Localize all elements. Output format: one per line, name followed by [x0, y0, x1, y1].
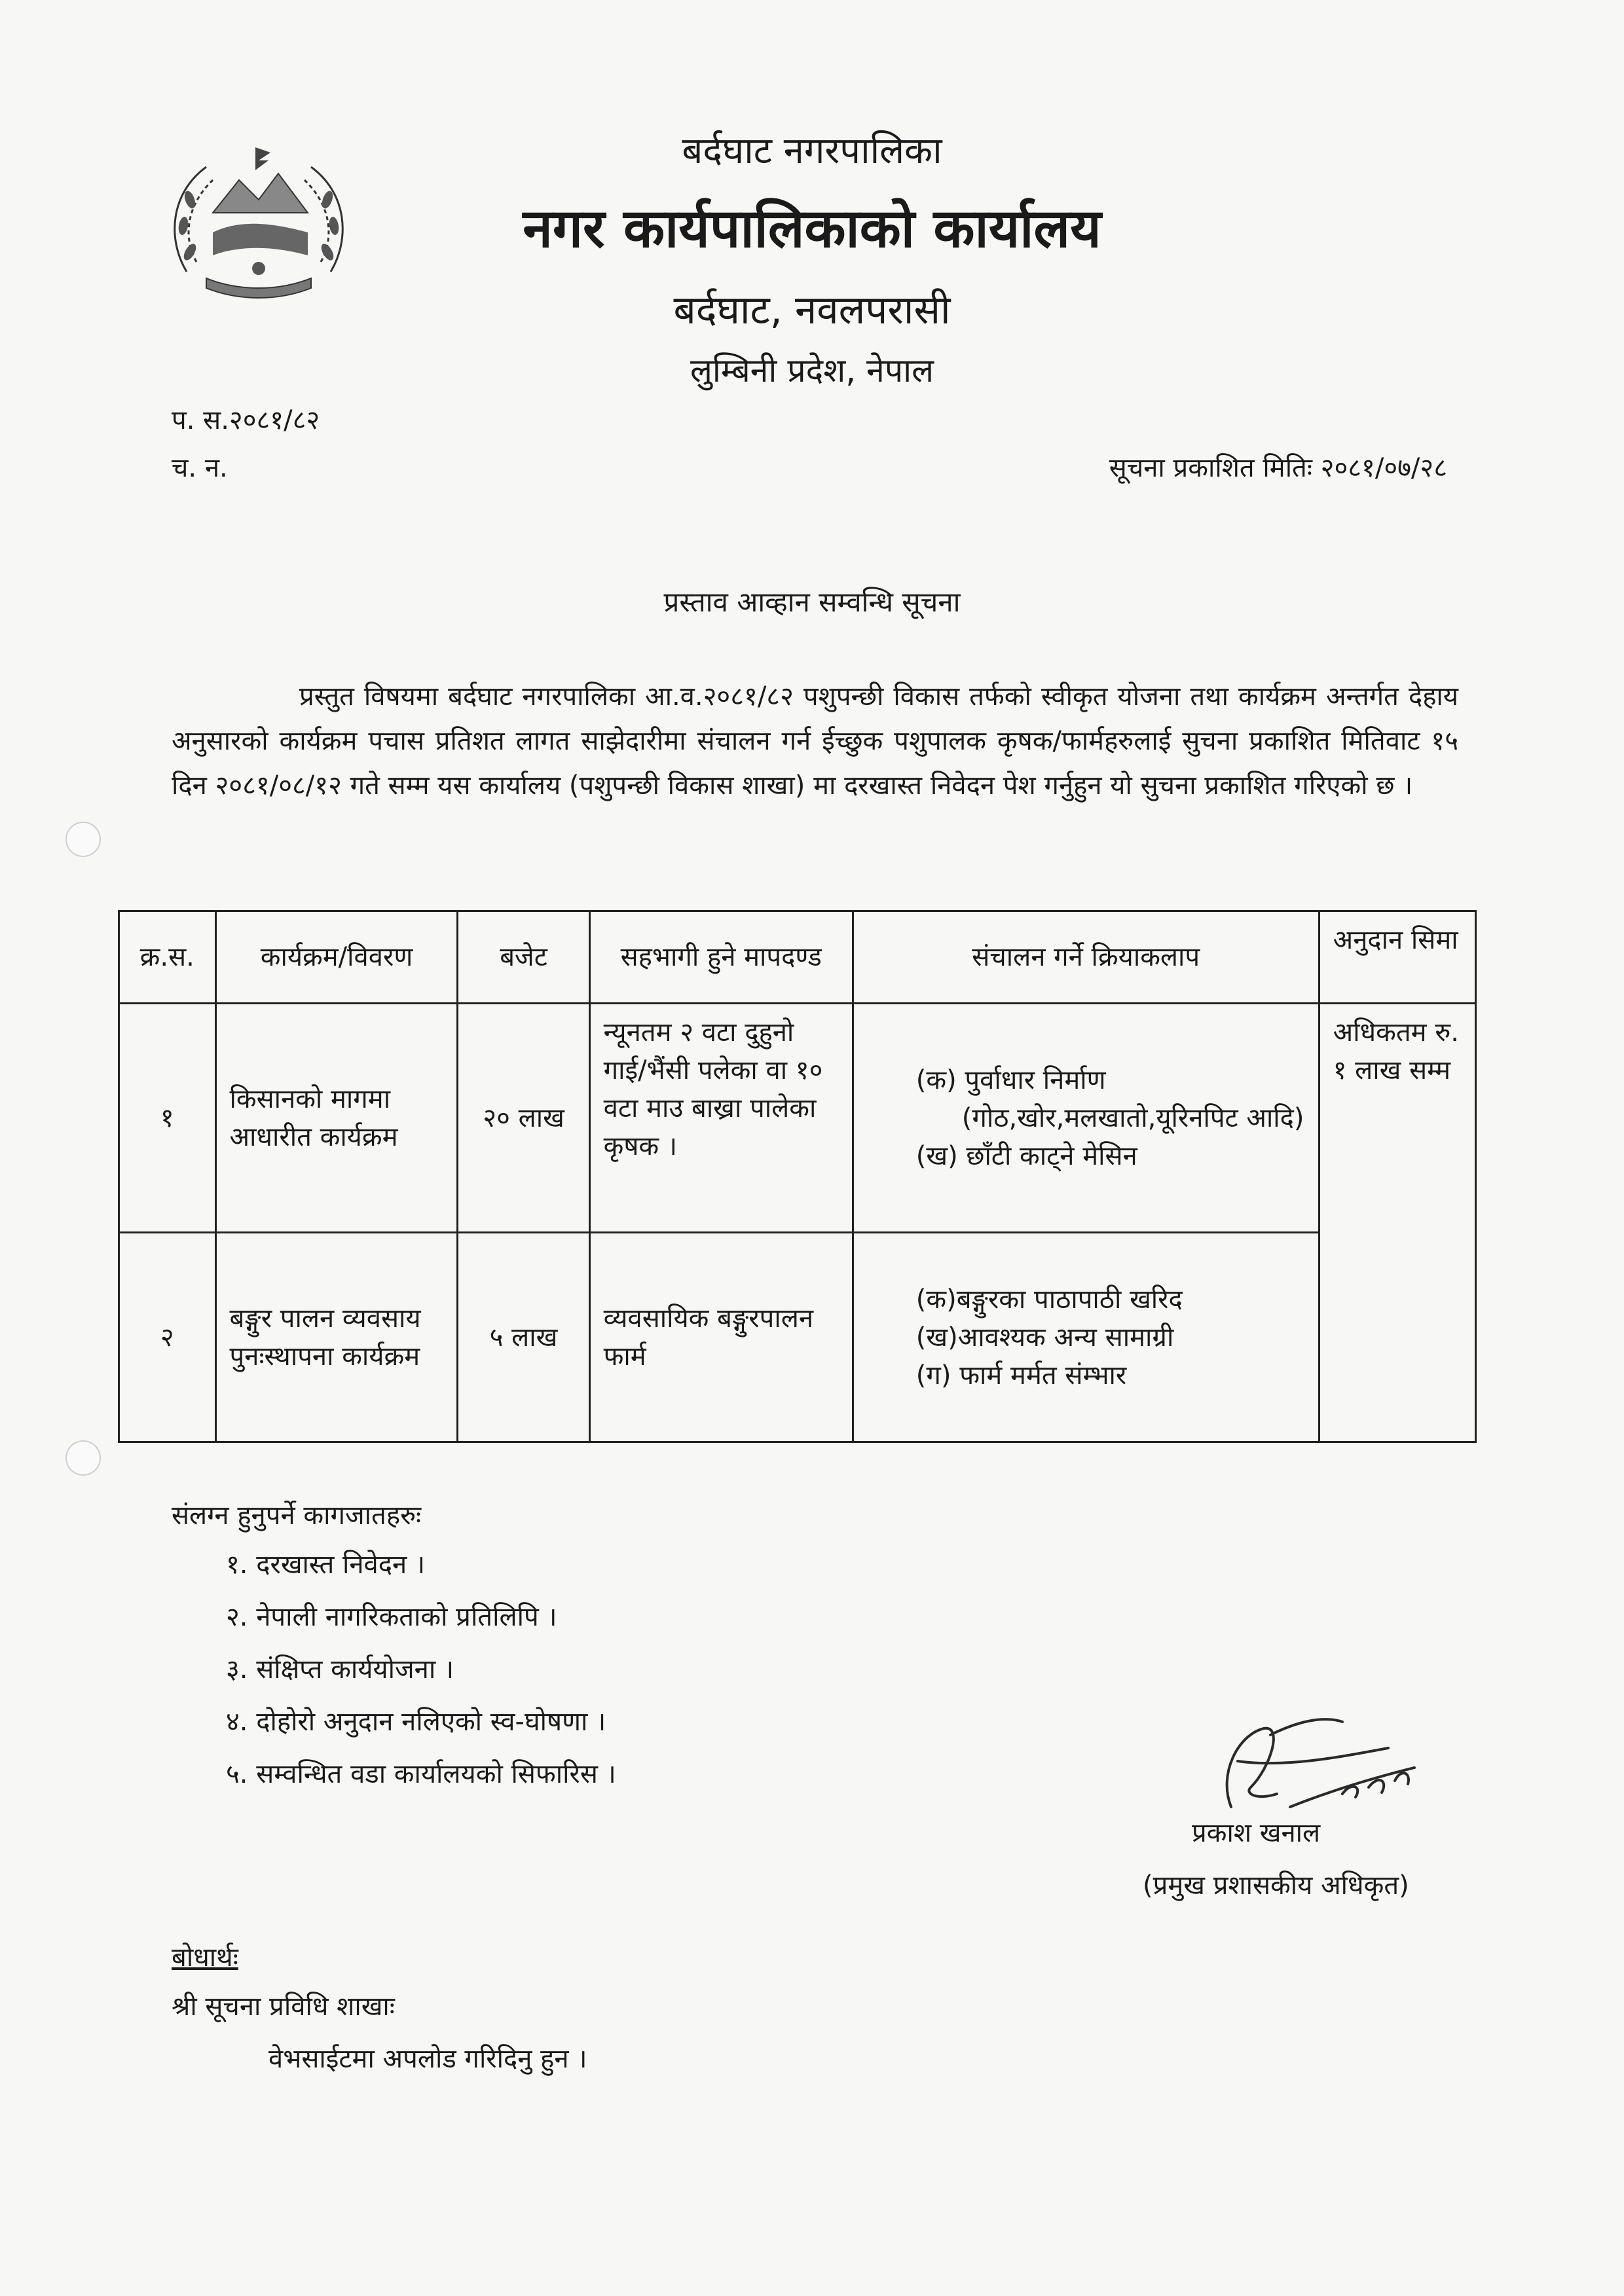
cell-budget: २० लाख [458, 1004, 589, 1233]
activity-item: (ख) छाँटी काट्ने मेसिन [915, 1140, 1137, 1171]
handwritten-signature [1192, 1696, 1441, 1827]
activity-item: (गोठ,खोर,मलखातो,यूरिनपिट आदि) [961, 1102, 1304, 1133]
list-item: २. नेपाली नागरिकताको प्रतिलिपि । [226, 1602, 557, 1632]
cc-note: वेभसाईटमा अपलोड गरिदिनु हुन । [268, 2044, 587, 2074]
activity-item: (ख)आवश्यक अन्य सामाग्री [915, 1322, 1174, 1353]
col-header-criteria: सहभागी हुने मापदण्ड [589, 911, 853, 1004]
col-header-program: कार्यक्रम/विवरण [215, 911, 458, 1004]
punch-hole [65, 822, 101, 857]
publish-date: सूचना प्रकाशित मितिः २०८१/०७/२८ [1109, 453, 1447, 483]
cell-activities [853, 1004, 1319, 1233]
list-item: ५. सम्वन्धित वडा कार्यालयको सिफारिस । [226, 1759, 616, 1789]
signer-designation: (प्रमुख प्रशासकीय अधिकृत) [1143, 1870, 1409, 1901]
cell-budget: ५ लाख [458, 1233, 589, 1442]
cc-recipient: श्री सूचना प्रविधि शाखाः [172, 1992, 395, 2022]
cell-criteria: न्यूनतम २ वटा दुहुनो गाई/भैंसी पलेका वा १० वटा माउ बाख्रा पालेका कृषक । [589, 1004, 853, 1233]
cell-sn: २ [119, 1233, 216, 1442]
notice-body: प्रस्तुत विषयमा बर्दघाट नगरपालिका आ.व.२०८१/८२ पशुपन्छी विकास तर्फको स्वीकृत योजना तथा कार्यक्रम अन्तर्गत देहाय अनुसारको कार्यक्रम पचास प्रतिशत लागत साझेदारीमा संचालन गर्न ईच्छुक पशुपालक कृषक/फार्महरुलाई सुचना प्रकाशित मितिवाट १५ दिन २०८१/०८/१२ गते सम्म यस कार्यालय (पशुपन्छी विकास शाखा) मा दरखास्त निवेदन पेश गर्नुहुन यो सुचना प्रकाशित गरिएको छ । [172, 682, 1458, 801]
punch-hole [65, 1440, 101, 1476]
attachments-heading: संलग्न हुनुपर्ने कागजातहरुः [172, 1501, 422, 1531]
activity-item: (क)बङ्गुरका पाठापाठी खरिद [915, 1284, 1183, 1315]
cell-subsidy-limit: अधिकतम रु. १ लाख सम्म [1319, 1004, 1475, 1442]
municipality-name: बर्दघाट नगरपालिका [682, 130, 942, 172]
letter-number: प. स.२०८१/८२ [172, 405, 320, 435]
list-item: ३. संक्षिप्त कार्ययोजना । [226, 1654, 454, 1685]
attachments-list [226, 1545, 616, 1807]
office-address: बर्दघाट, नवलपरासी [673, 287, 951, 333]
cell-criteria: व्यवसायिक बङ्गुरपालन फार्म [589, 1233, 853, 1442]
dispatch-number: च. न. [172, 453, 228, 483]
list-item: १. दरखास्त निवेदन । [226, 1550, 426, 1580]
program-table [118, 910, 1477, 1443]
cell-activities [853, 1233, 1319, 1442]
activity-item: (क) पुर्वाधार निर्माण [915, 1065, 1106, 1095]
cc-heading: बोधार्थः [172, 1942, 238, 1973]
cell-program: किसानको मागमा आधारीत कार्यक्रम [215, 1004, 458, 1233]
signer-name: प्रकाश खनाल [1192, 1818, 1321, 1848]
col-header-budget: बजेट [458, 911, 589, 1004]
notice-subject: प्रस्ताव आव्हान सम्वन्धि सूचना [663, 586, 961, 618]
cell-program: बङ्गुर पालन व्यवसाय पुनःस्थापना कार्यक्रम [215, 1233, 458, 1442]
province-line: लुम्बिनी प्रदेश, नेपाल [690, 352, 934, 390]
col-header-activities: संचालन गर्ने क्रियाकलाप [853, 911, 1319, 1004]
office-title: नगर कार्यपालिकाको कार्यालय [523, 198, 1101, 260]
list-item: ४. दोहोरो अनुदान नलिएको स्व-घोषणा । [226, 1707, 606, 1737]
table-row [119, 1233, 1476, 1442]
col-header-sn: क्र.स. [119, 911, 216, 1004]
cell-sn: १ [119, 1004, 216, 1233]
table-header-row [119, 911, 1476, 1004]
activity-item: (ग) फार्म मर्मत संम्भार [915, 1360, 1127, 1391]
col-header-subsidy: अनुदान सिमा [1319, 911, 1475, 1004]
table-row [119, 1004, 1476, 1233]
